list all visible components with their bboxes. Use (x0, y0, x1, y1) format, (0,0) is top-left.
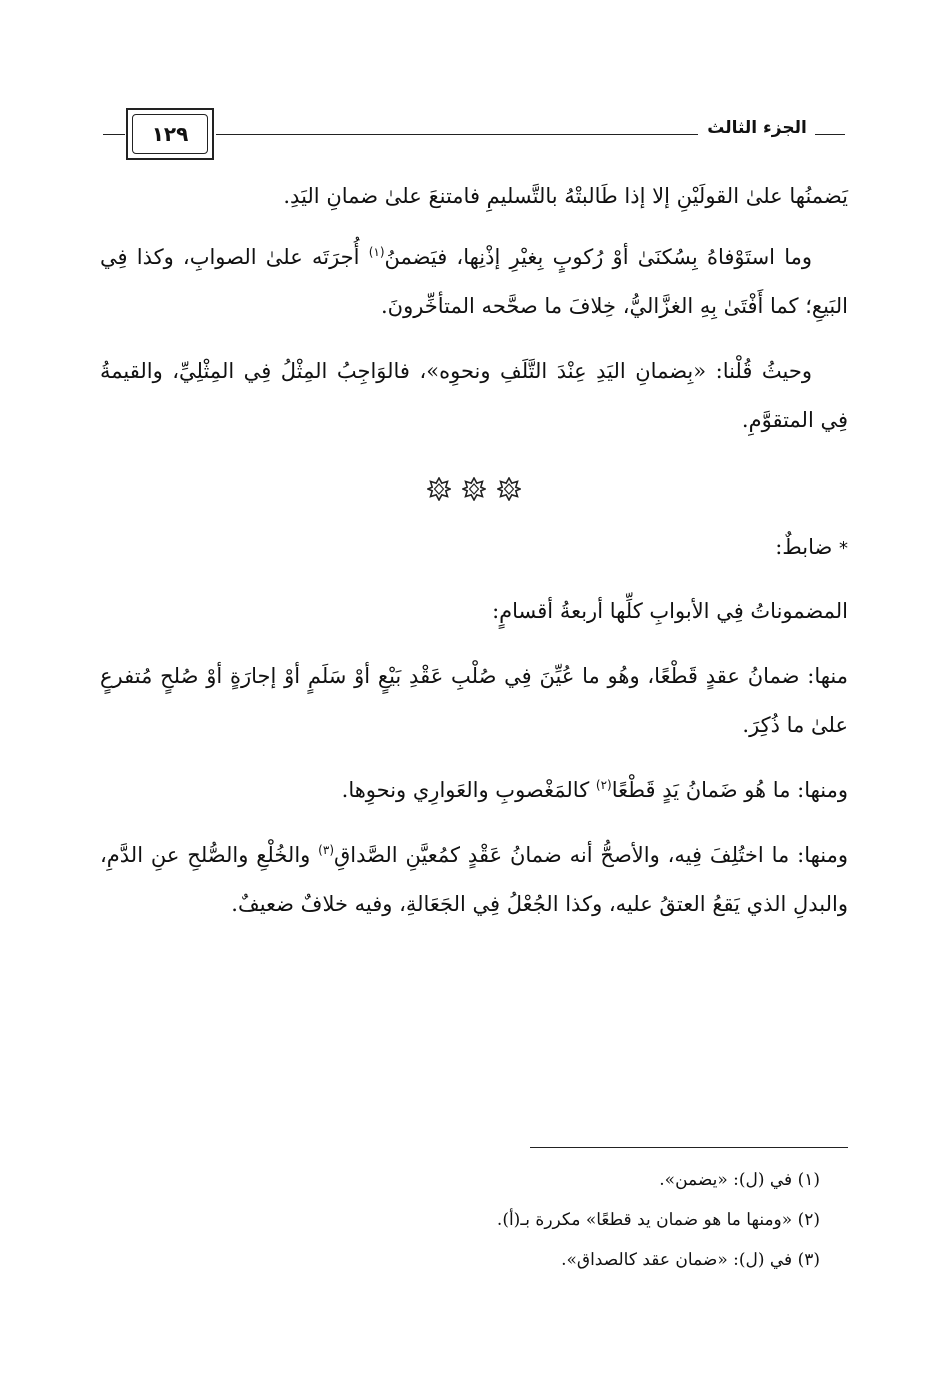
header-rule-left (103, 134, 125, 135)
footnotes (100, 1160, 820, 1280)
page-number-frame (126, 108, 214, 160)
section-title: ضابطٌ: (775, 535, 839, 559)
footnote-ref-3[interactable]: (٣) (318, 843, 334, 857)
star-ornament-icon (427, 477, 451, 501)
paragraph-7-text-a: ومنها: ما اختُلِفَ فِيه، والأصحُّ أنه ضمانُ عَقْدٍ كمُعيَّنِ الصَّداقِ (334, 843, 849, 867)
footnote-ref-2[interactable]: (٢) (595, 778, 612, 792)
paragraph-7-text-b: والخُلْعِ والصُّلحِ عنِ الدَّمِ، والبدلِ الذي يَقعُ العتقُ عليه، وكذا الجُعْلُ فِي الجَعَالةِ، وفيه خلافٌ ضعيفٌ. (100, 843, 848, 916)
running-header (103, 108, 845, 160)
main-text (100, 172, 848, 945)
header-rule-right (815, 134, 845, 135)
paragraph-6 (100, 766, 848, 815)
paragraph-6-text-a: ومنها: ما هُو ضَمانُ يَدٍ قَطْعًا (611, 778, 848, 802)
header-rule-middle (216, 134, 698, 135)
star-ornament-icon (497, 477, 521, 501)
section-heading (100, 523, 848, 573)
part-title: الجزء الثالث (707, 118, 807, 138)
asterisk-mark: * (839, 538, 848, 559)
paragraph-2 (100, 233, 848, 331)
paragraph-6-text-b: كالمَغْصوبِ والعَوارِي ونحوِها. (341, 778, 596, 802)
paragraph-2-text-b: أُجرَتَه علىٰ الصوابِ، وكذا فِي البَيعِ؛ كما أَفْتَىٰ بِهِ الغزَّاليُّ، خِلافَ ما صحَّحه المتأخِّرونَ. (100, 245, 848, 318)
footnote-3: (٣) في (ل): «ضمان عقد كالصداق». (561, 1250, 820, 1270)
footnote-1: (١) في (ل): «يضمن». (659, 1170, 820, 1190)
footnote-ref-1[interactable]: (١) (368, 245, 385, 259)
paragraph-1 (100, 172, 848, 221)
star-ornament-icon (462, 477, 486, 501)
page-number: ١٢٩ (132, 114, 208, 154)
paragraph-3-text: وحيثُ قُلْنا: «بِضمانِ اليَدِ عِنْدَ التَّلَفِ ونحوِه»، فالوَاجِبُ المِثْلُ فِي المِثْلِيِّ، والقيمةُ فِي المتقوَّمِ. (100, 359, 848, 432)
paragraph-5-text: منها: ضمانُ عقدٍ قَطْعًا، وهُو ما عُيِّنَ فِي صُلْبِ عَقْدِ بَيْعٍ أوْ سَلَمٍ أوْ إجارَةٍ أوْ صُلحٍ مُتفرعٍ علىٰ ما ذُكِرَ. (100, 664, 848, 737)
footnote-separator (530, 1147, 848, 1148)
footnote-2: (٢) «ومنها ما هو ضمان يد قطعًا» مكررة بـ(أ). (496, 1210, 820, 1230)
section-divider (100, 461, 848, 513)
paragraph-5 (100, 652, 848, 750)
paragraph-1-text: يَضمنُها علىٰ القولَيْنِ إلا إذا طَالبتْهُ بالتَّسليمِ فامتنعَ علىٰ ضمانِ اليَدِ. (283, 184, 848, 208)
paragraph-2-text-a: وما استَوْفاهُ بِسُكنَىٰ أوْ رُكوبٍ بِغيْرِ إذْنِها، فيَضمنُ (384, 245, 812, 269)
paragraph-7 (100, 831, 848, 929)
paragraph-4 (100, 587, 848, 636)
paragraph-3 (100, 347, 848, 445)
paragraph-4-text: المضموناتُ فِي الأبوابِ كلِّها أربعةُ أقسامٍ: (492, 599, 848, 623)
